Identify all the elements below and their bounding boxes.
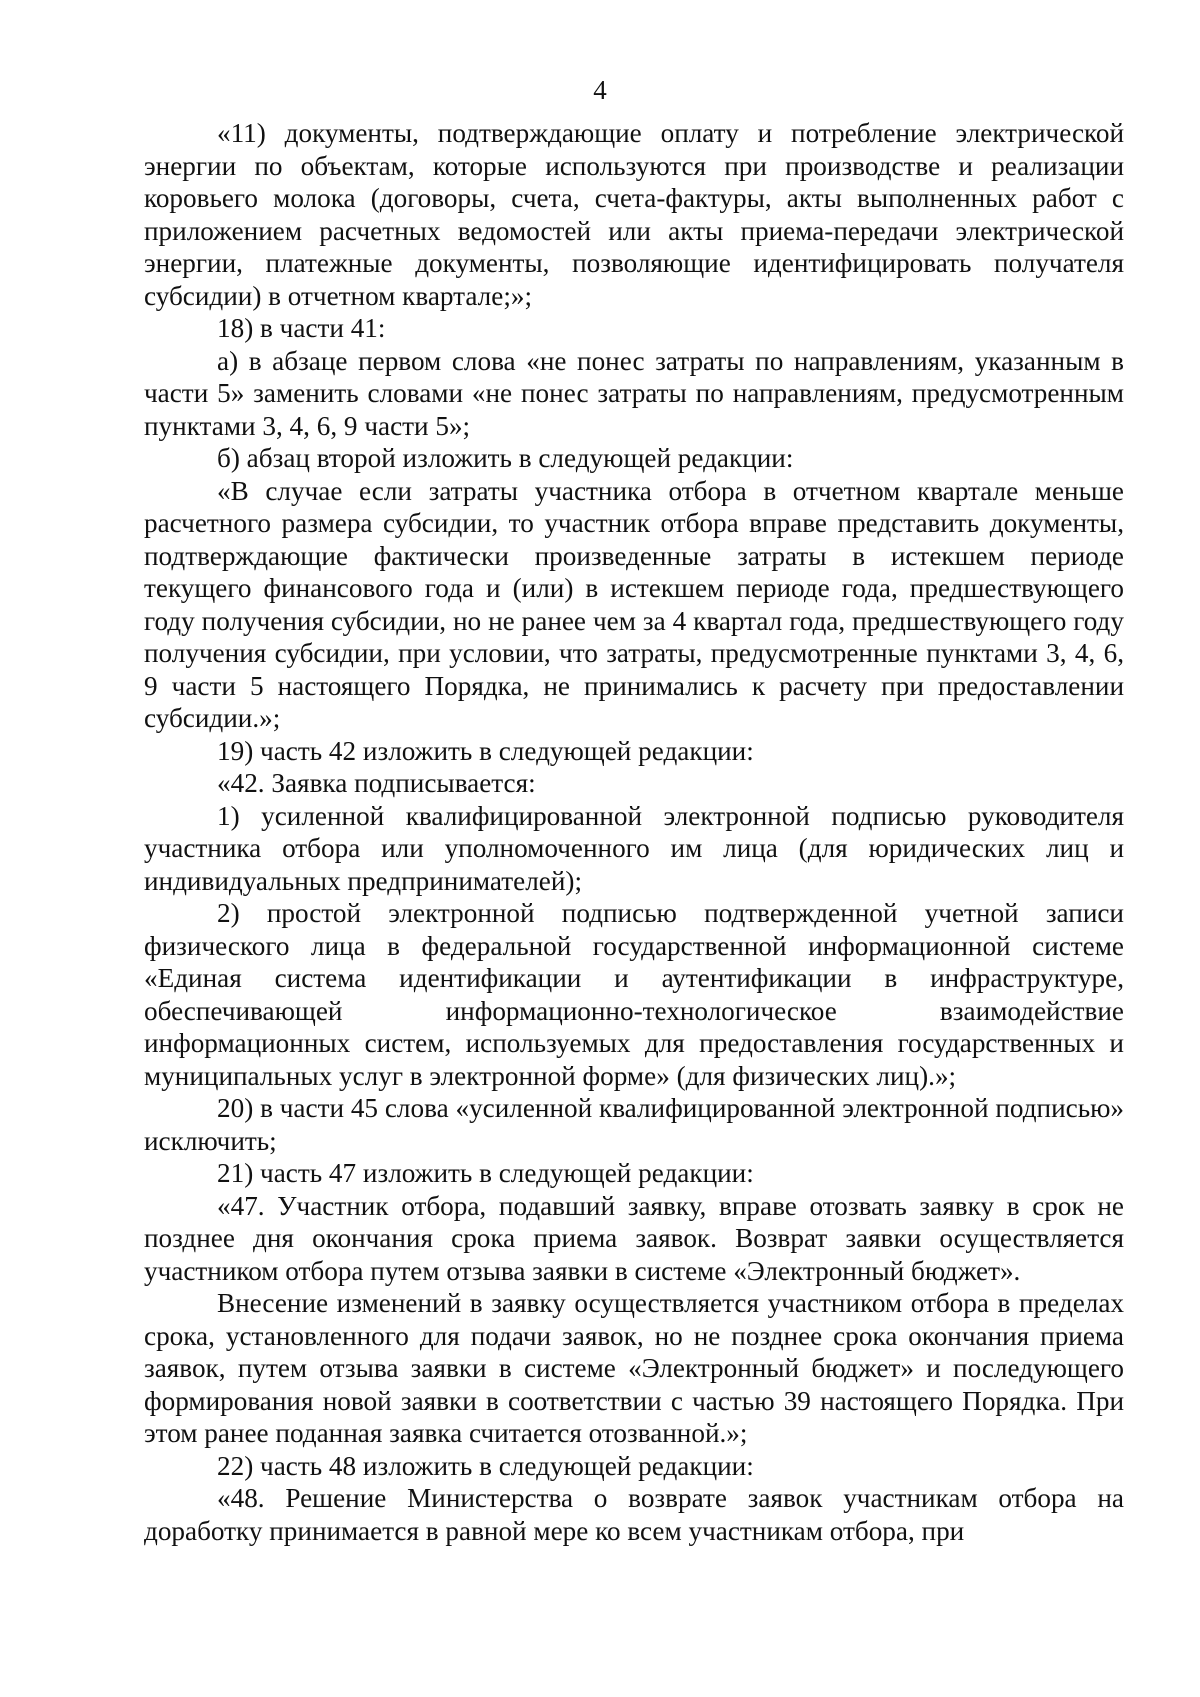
paragraph-point-21: 21) часть 47 изложить в следующей редакции: (217, 1158, 754, 1188)
paragraph-point-19: 19) часть 42 изложить в следующей редакции: (217, 735, 754, 766)
paragraph-changes: Внесение изменений в заявку осуществляется участником отбора в пределах срока, установленного для подачи заявок, но не позднее срока окончания приема заявок, путем отзыва заявки в системе «Электронный бюджет» и последующего формирования новой заявки в соответствии с частью 39 настоящего Порядка. При этом ранее поданная заявка считается отозванной.»; (144, 1288, 1124, 1448)
document-body (144, 117, 1124, 1547)
paragraph-point-22: 22) часть 48 изложить в следующей редакции: (217, 1450, 754, 1481)
paragraph-part-48: «48. Решение Министерства о возврате заявок участникам отбора на доработку принимается в равной мере ко всем участникам отбора, при (144, 1483, 1124, 1546)
paragraph-costs-case: «В случае если затраты участника отбора в отчетном квартале меньше расчетного размера субсидии, то участник отбора вправе представить документы, подтверждающие фактически произведенные затраты в истекшем периоде текущего финансового года и (или) в истекшем периоде года, предшествующего году получения субсидии, но не ранее чем за 4 квартал года, предшествующего году получения субсидии, при условии, что затраты, предусмотренные пунктами 3, 4, 6, 9 части 5 настоящего Порядка, не принимались к расчету при предоставлении субсидии.»; (144, 475, 1124, 733)
page-number: 4 (593, 75, 607, 105)
paragraph-point-20: 20) в части 45 слова «усиленной квалифицированной электронной подписью» исключить; (144, 1093, 1124, 1156)
paragraph-signature-1: 1) усиленной квалифицированной электронной подписью руководителя участника отбора или уполномоченного им лица (для юридических лиц и индивидуальных предпринимателей); (144, 800, 1124, 896)
paragraph-signature-2: 2) простой электронной подписью подтвержденной учетной записи физического лица в федеральной государственной информационной системе «Единая система идентификации и аутентификации в инфраструктуре, обеспечивающей информационно-технологическое взаимодействие информационных систем, используемых для предоставления государственных и муниципальных услуг в электронной форме» (для физических лиц).»; (144, 898, 1124, 1091)
paragraph-subpoint-a: а) в абзаце первом слова «не понес затраты по направлениям, указанным в части 5» заменить словами «не понес затраты по направлениям, предусмотренным пунктами 3, 4, 6, 9 части 5»; (144, 345, 1124, 441)
paragraph-subpoint-b: б) абзац второй изложить в следующей редакции: (217, 443, 794, 473)
paragraph-part-47: «47. Участник отбора, подавший заявку, вправе отозвать заявку в срок не позднее дня окончания срока приема заявок. Возврат заявки осуществляется участником отбора путем отзыва заявки в системе «Электронный бюджет». (144, 1190, 1124, 1286)
paragraph-item-11-documents: «11) документы, подтверждающие оплату и потребление электрической энергии по объектам, которые используются при производстве и реализации коровьего молока (договоры, счета, счета-фактуры, акты выполненных работ с приложением расчетных ведомостей или акты приема-передачи электрической энергии, платежные документы, позволяющие идентифицировать получателя субсидии) в отчетном квартале;»; (144, 118, 1124, 311)
paragraph-point-18: 18) в части 41: (217, 313, 386, 343)
paragraph-part-42: «42. Заявка подписывается: (217, 768, 536, 798)
